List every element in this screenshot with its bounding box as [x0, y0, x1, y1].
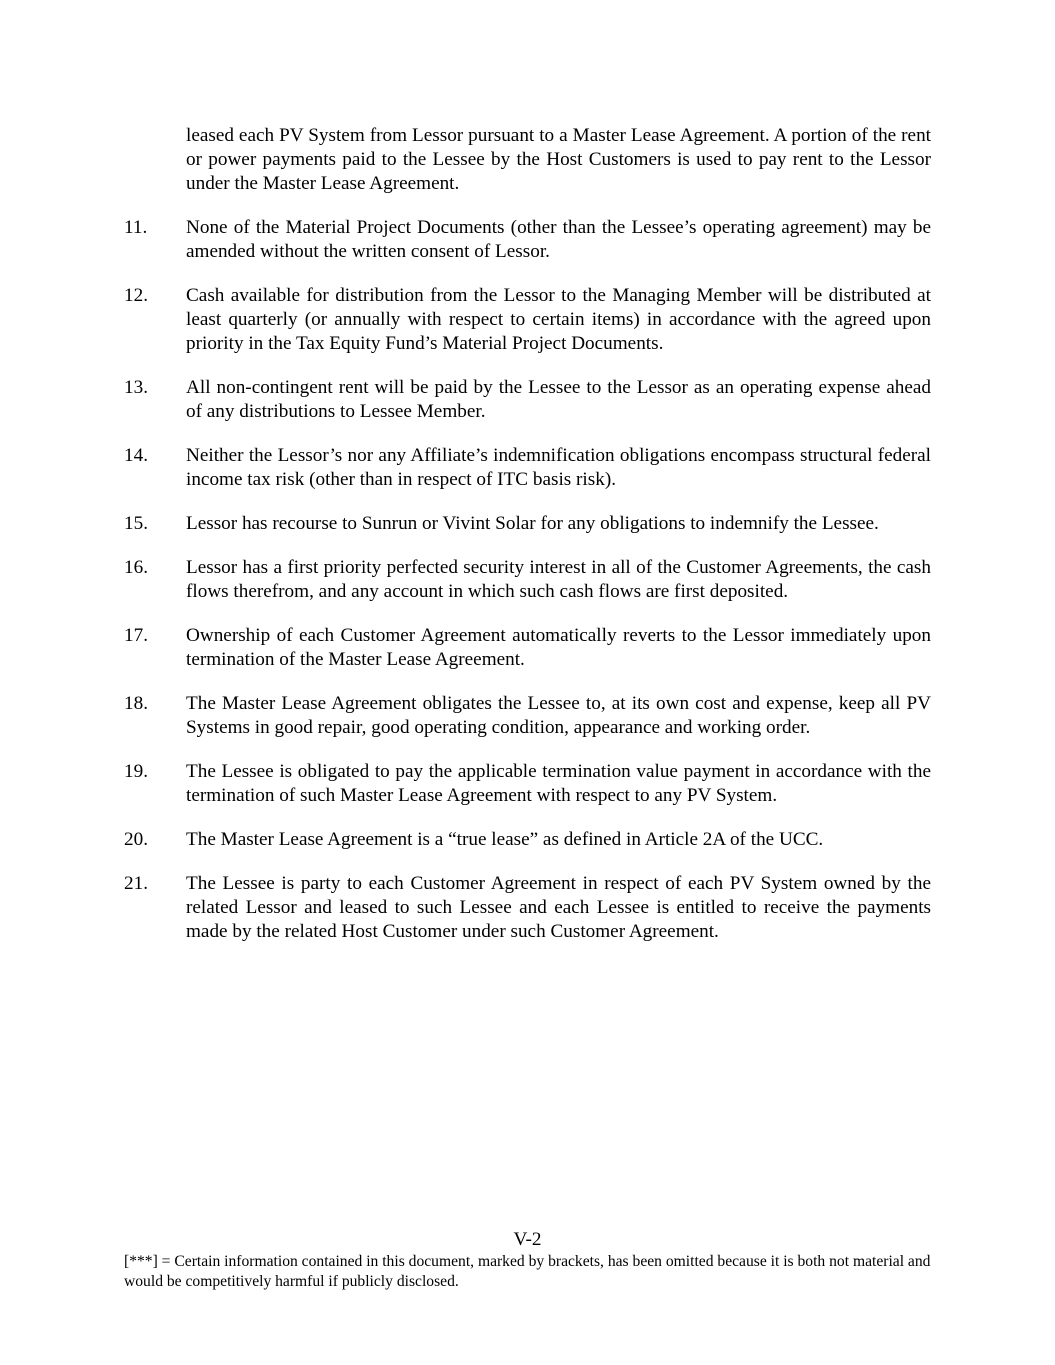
item-text: Lessor has a first priority perfected security interest in all of the Customer Agreements, the cash flows therefrom, and any account in which such cash flows are first deposited.: [186, 557, 931, 602]
item-text: The Lessee is obligated to pay the applicable termination value payment in accordance with the termination of such Master Lease Agreement with respect to any PV System.: [186, 761, 931, 806]
item-number: 12.: [124, 285, 148, 306]
list-item-12: [124, 284, 931, 356]
document-body: [124, 124, 931, 964]
item-number: 15.: [124, 513, 148, 534]
item-text: The Master Lease Agreement is a “true lease” as defined in Article 2A of the UCC.: [186, 829, 824, 850]
list-item-15: [124, 512, 931, 536]
list-item-17: [124, 624, 931, 672]
list-item-13: [124, 376, 931, 424]
item-number: 11.: [124, 217, 148, 238]
item-number: 17.: [124, 625, 148, 646]
item-text: Ownership of each Customer Agreement automatically reverts to the Lessor immediately upon termination of the Master Lease Agreement.: [186, 625, 931, 670]
item-text: None of the Material Project Documents (other than the Lessee’s operating agreement) may be amended without the written consent of Lessor.: [186, 217, 931, 262]
item-number: 19.: [124, 761, 148, 782]
list-item-16: [124, 556, 931, 604]
footnote: [***] = Certain information contained in this document, marked by brackets, has been omitted because it is both not material and would be competitively harmful if publicly disclosed.: [124, 1253, 931, 1290]
item-text: Lessor has recourse to Sunrun or Vivint Solar for any obligations to indemnify the Lessee.: [186, 513, 879, 534]
item-number: 21.: [124, 873, 148, 894]
continuation-paragraph: leased each PV System from Lessor pursuant to a Master Lease Agreement. A portion of the rent or power payments paid to the Lessee by the Host Customers is used to pay rent to the Lessor under the Master Lease Agreement.: [186, 125, 931, 194]
list-item-19: [124, 760, 931, 808]
list-item-11: [124, 216, 931, 264]
item-text: Neither the Lessor’s nor any Affiliate’s indemnification obligations encompass structural federal income tax risk (other than in respect of ITC basis risk).: [186, 445, 931, 490]
item-text: All non-contingent rent will be paid by the Lessee to the Lessor as an operating expense ahead of any distributions to Lessee Member.: [186, 377, 931, 422]
item-number: 13.: [124, 377, 148, 398]
item-number: 18.: [124, 693, 148, 714]
list-item-20: [124, 828, 931, 852]
page-number: V-2: [513, 1229, 542, 1250]
list-item-14: [124, 444, 931, 492]
item-text: Cash available for distribution from the Lessor to the Managing Member will be distributed at least quarterly (or annually with respect to certain items) in accordance with the agreed upon priority in the Tax Equity Fund’s Material Project Documents.: [186, 285, 931, 354]
list-item-18: [124, 692, 931, 740]
item-text: The Lessee is party to each Customer Agreement in respect of each PV System owned by the related Lessor and leased to such Lessee and each Lessee is entitled to receive the payments made by the related Host Customer under such Customer Agreement.: [186, 873, 931, 942]
item-text: The Master Lease Agreement obligates the Lessee to, at its own cost and expense, keep all PV Systems in good repair, good operating condition, appearance and working order.: [186, 693, 931, 738]
item-number: 14.: [124, 445, 148, 466]
item-number: 20.: [124, 829, 148, 850]
list-item-21: [124, 872, 931, 944]
item-number: 16.: [124, 557, 148, 578]
